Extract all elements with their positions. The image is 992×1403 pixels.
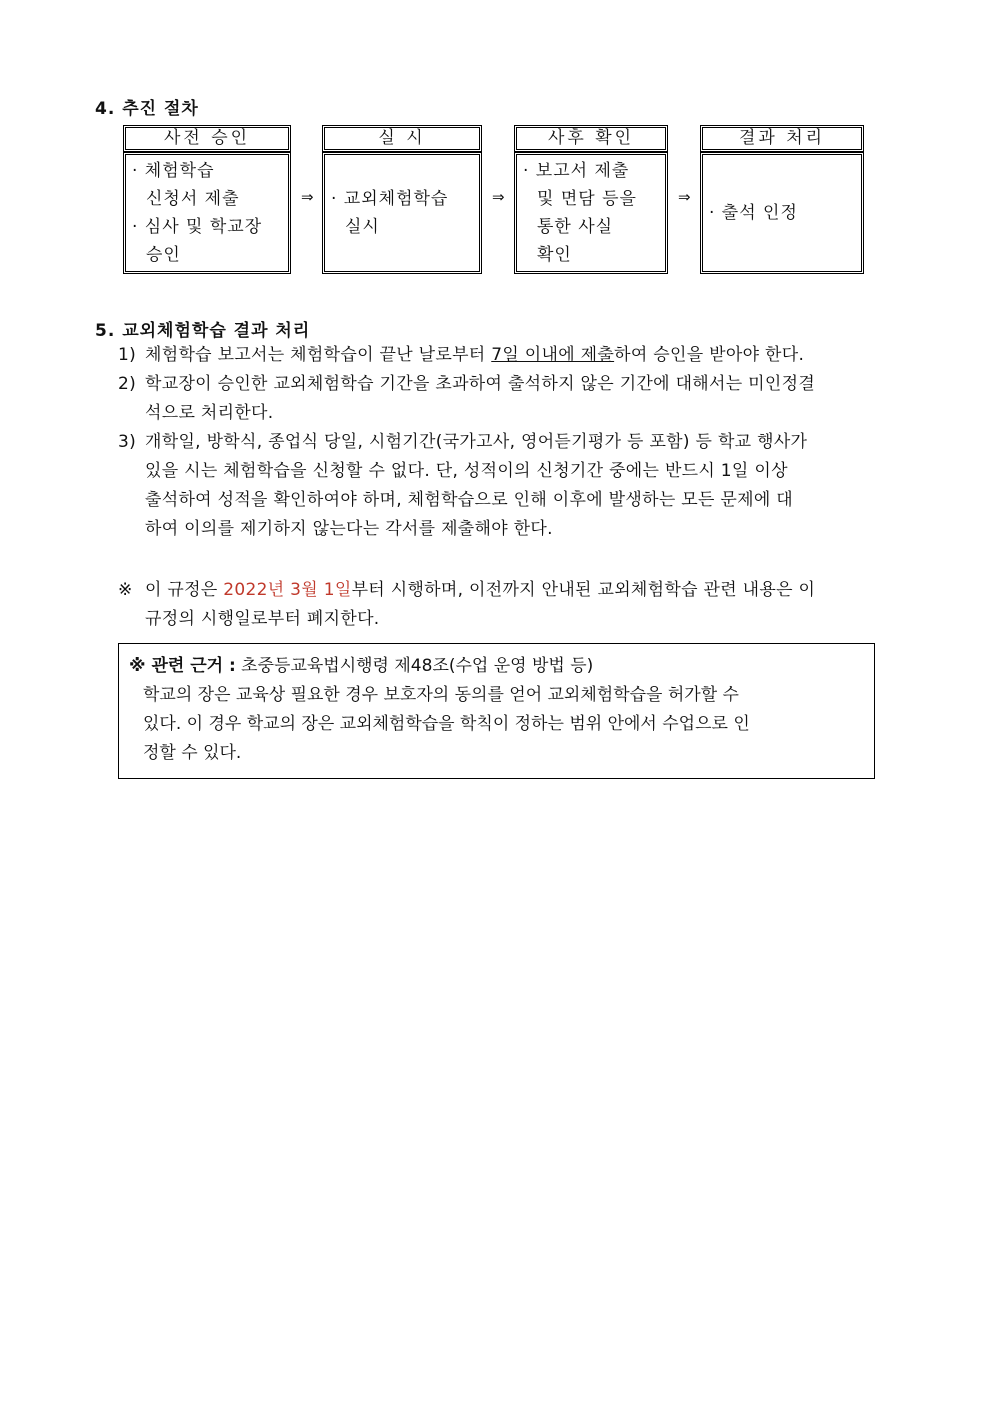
flow-step-line: 실시: [345, 217, 380, 237]
flow-step-line: 및 면담 등을: [537, 189, 637, 209]
section-5-heading: 5. 교외체험학습 결과 처리: [95, 321, 311, 341]
reference-label: ※ 관련 근거 :: [129, 656, 236, 676]
notice-line-2: 규정의 시행일로부터 폐지한다.: [145, 609, 380, 629]
flow-step-prior-approval: [123, 125, 291, 274]
reference-line: 학교의 장은 교육상 필요한 경우 보호자의 동의를 얻어 교외체험학습을 허가할 수: [143, 685, 739, 705]
flow-arrow-icon: ⇒: [678, 188, 691, 206]
item-1-deadline: 7일 이내에 제출: [491, 345, 615, 365]
flow-step-line: · 보고서 제출: [523, 161, 630, 181]
item-1-text: [145, 341, 895, 370]
flow-step-result: [700, 125, 864, 274]
flow-arrow-icon: ⇒: [301, 188, 314, 206]
flow-step-post-check: [514, 125, 668, 274]
item-3-line: 개학일, 방학식, 종업식 당일, 시험기간(국가고사, 영어듣기평가 등 포함) 등 학교 행사가: [145, 432, 808, 452]
item-1-text-pre: 체험학습 보고서는 체험학습이 끝난 날로부터: [145, 345, 492, 365]
flow-step-execution: [322, 125, 482, 274]
item-2-line: 석으로 처리한다.: [145, 403, 274, 423]
flow-step-title: 실 시: [322, 125, 482, 152]
item-3-line: 있을 시는 체험학습을 신청할 수 없다. 단, 성적이의 신청기간 중에는 반드시 1일 이상: [145, 461, 788, 481]
flow-step-body: [700, 152, 864, 274]
flow-step-line: · 출석 인정: [709, 203, 798, 223]
flow-step-title: 사전 승인: [123, 125, 291, 152]
flow-step-body: [322, 152, 482, 274]
item-3-line: 출석하여 성적을 확인하여야 하며, 체험학습으로 인해 이후에 발생하는 모든 문제에 대: [145, 490, 794, 510]
item-3-text: [145, 428, 897, 544]
notice-date: 2022년 3월 1일: [223, 580, 352, 600]
item-3-line: 하여 이의를 제기하지 않는다는 각서를 제출해야 한다.: [145, 519, 553, 539]
flow-step-line: 확인: [537, 245, 572, 265]
flow-step-line: 신청서 제출: [146, 189, 240, 209]
section-4-heading: 4. 추진 절차: [95, 99, 199, 119]
item-number: 2): [118, 374, 137, 394]
reference-source: 초중등교육법시행령 제48조(수업 운영 방법 등): [235, 656, 594, 676]
item-2-line: 학교장이 승인한 교외체험학습 기간을 초과하여 출석하지 않은 기간에 대해서는 미인정결: [145, 374, 816, 394]
flow-step-title: 사후 확인: [514, 125, 668, 152]
flow-step-title: 결과 처리: [700, 125, 864, 152]
item-number: 1): [118, 345, 137, 365]
item-number: 3): [118, 432, 137, 452]
flow-step-body: [514, 152, 668, 274]
item-2-text: [145, 370, 897, 428]
legal-reference-box: [118, 643, 875, 779]
reference-line: 있다. 이 경우 학교의 장은 교외체험학습을 학칙이 정하는 범위 안에서 수업으로 인: [143, 714, 750, 734]
notice-text: [145, 576, 897, 634]
flow-step-line: · 체험학습: [132, 161, 215, 181]
notice-mark-icon: ※: [118, 580, 133, 600]
flow-step-line: 통한 사실: [537, 217, 614, 237]
flow-step-body: [123, 152, 291, 274]
flow-arrow-icon: ⇒: [492, 188, 505, 206]
flow-step-line: · 심사 및 학교장: [132, 217, 263, 237]
notice-post: 부터 시행하며, 이전까지 안내된 교외체험학습 관련 내용은 이: [351, 580, 816, 600]
reference-line: 정할 수 있다.: [143, 743, 242, 763]
item-1-text-post: 하여 승인을 받아야 한다.: [614, 345, 805, 365]
notice-pre: 이 규정은: [145, 580, 224, 600]
flow-step-line: 승인: [146, 245, 181, 265]
flow-step-line: · 교외체험학습: [331, 189, 449, 209]
